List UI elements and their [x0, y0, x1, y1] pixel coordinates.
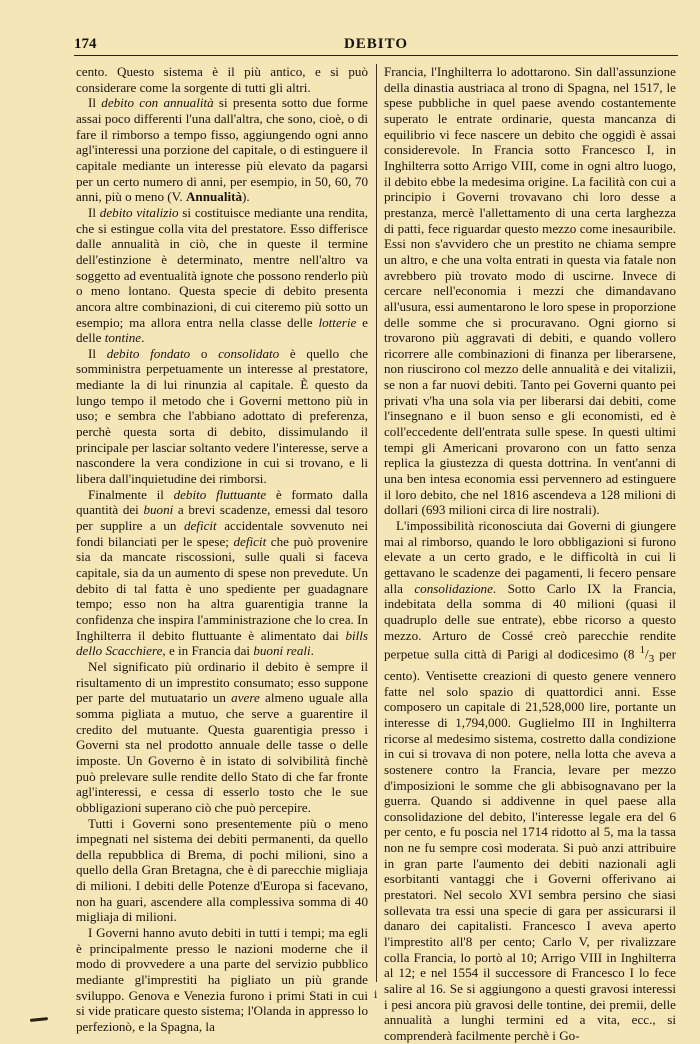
left-column-paragraph: Il debito vitalizio si costituisce mediante una rendita, che si estingue colla vita del prestatore. Esso differisce dalle annualità in ciò, che in queste il termine dell'estinzione è determinato, mentre nell'altro va soggetto ad eventualità ignote che possono renderlo più o meno lontano. Questa specie di debito presenta ancora altre combinazioni, di cui citeremo più sotto un esempio; ma allora entra nella classe delle lotterie e delle tontine.: [76, 204, 368, 346]
column-divider: [376, 64, 377, 982]
left-column-paragraph: cento. Questo sistema è il più antico, e si può considerare come la sorgente di tutti gli altri.: [76, 64, 368, 95]
left-column-paragraph: Il debito con annualità si presenta sotto due forme assai poco differenti l'una dall'altra, che sono, cioè, o di fare il rimborso a tempo fisso, aggiungendo ogni anno agl'interessi una porzione del capitale, o di estinguere il capitale mediante un interesse più elevato da pagarsi per un certo numero di anni, per esempio, in 50, 60, 70 anni, più o meno (V. Annualità).: [76, 95, 368, 205]
left-column-paragraph: Il debito fondato o consolidato è quello che somministra perpetuamente un interesse al prestatore, mediante la di lui rinunzia al capitale. È questo da lungo tempo il metodo che i Governi mettono più in uso; e sembra che l'abbiano adottato di preferenza, perchè questa sorta di debito, dissimulando il principale per lasciar soltanto vedere l'interesse, serve a nascondere la vera condizione in cui si trovano, e li libera dall'inquietudine dei rimborsi.: [76, 345, 369, 487]
running-head: DEBITO: [343, 36, 409, 52]
footer-mark: i: [374, 990, 378, 1001]
left-column-paragraph: Finalmente il debito fluttuante è formato dalla quantità dei buoni a brevi scadenze, emessi dal tesoro per supplire a un deficit accidentale sovvenuto nei fondi bilanciati per le spese; deficit che può provenire sia da mancate riscossioni, sulle quali si faceva capitale, sia da un aumento di spese non prevedute. Un debito di tal fatta è uno spediente per guadagnare tempo; esso non ha altra guarentigia tranne la confidenza che inspira l'amministrazione che lo crea. In Inghilterra il debito fluttuante è alimentato dai bills dello Scacchiere, e in Francia dai buoni reali.: [76, 486, 368, 659]
right-column: [384, 64, 676, 1043]
page-header: [74, 33, 678, 56]
left-column-paragraph: I Governi hanno avuto debiti in tutti i tempi; ma egli è principalmente presso le nazioni moderne che il modo di provvedere a una parte del servizio pubblico mediante gl'imprestiti ha pigliato un più grande sviluppo. Genova e Venezia furono i primi Stati in cui si vide praticare questo sistema; l'Olanda in appresso lo perfezionò, e la Spagna, la: [76, 925, 368, 1035]
right-column-paragraph: Francia, l'Inghilterra lo adottarono. Sin dall'assunzione della dinastia austriaca al trono di Spagna, nel 1517, le spese pubbliche in quel paese avendo costantemente superato le entrate ordinarie, questa mancanza di equilibrio vi fece nascere un debito che oggidì è assai considerevole. In Francia sotto Francesco I, in Inghilterra sotto Arrigo VIII, come in ogni altro luogo, il debito ebbe la medesima origine. La facilità con cui a principio i Governi trovavano chi loro desse a prestanza, mercè l'allettamento di una certa larghezza di patti, fece riguardar questo mezzo come inesauribile. Essi non s'avvidero che un prestito ne chiama sempre un altro, e che una volta entrati in questa via fatale non avrebbero più trovato modo di uscirne. Invece di cercare nell'economia i mezzi che dimandavano all'usura, essi aumentarono le loro spese in proporzione delle somme che si procuravano. Ogni giorno si trovarono più aggravati di debiti, e quando vollero ricorrere alle combinazioni di finanza per liberarsene, non riuscirono col mezzo delle annualità e dei vitalizii, se non a far nuovi debiti. Tanto pei Governi quanto pei privati v'ha una sola via per liberarsi dai debiti, come l'insegnano e il buon senso e gli economisti, ed è coll'eccedente dell'entrata sulle spese. In questi ultimi tempi gli Americani provarono con un fatto senza replica la giustezza di questa dottrina. In vent'anni di una ben intesa economia essi pervennero ad estinguere il loro debito, che nel 1816 ascendeva a 128 milioni di dollari (693 milioni circa di lire nostrali).: [384, 64, 676, 518]
right-column-paragraph: L'impossibilità riconosciuta dai Governi di giungere mai al rimborso, quando le loro obbligazioni si furono elevate a un certo grado, e le difficoltà in cui li gettavano le scadenze dei pagamenti, li fecero pensare alla consolidazione. Sotto Carlo IX la Francia, indebitata della somma di 40 milioni (quasi il quadruplo delle sue entrate), ebbe ricorso a questo mezzo. Arturo de Cossé creò parecchie rendite perpetue sulla città di Parigi al dodicesimo (8 $^1/_3$ per cento). Ventisette creazioni di questo genere vennero fatte nel solo spazio di quattordici anni. Esse composero un capitale di 21,528,000 lire, portante un interesse di 1,794,000. Guglielmo III in Inghilterra ricorse al medesimo sistema, costretto dalla condizione in cui si trovava di non potere, nella lotta che aveva a sostenere contro la Francia, levare per mezzo d'imposizioni le somme che gli abbisognavano per la guerra. Quando si addivenne in quel paese alla consolidazione del debito, l'interesse legale era del 6 per cento, e fu poscia nel 1714 ridotto al 5, ma la tassa non ne fu sempre così moderata. Si può anzi attribuire in gran parte l'aumento dei debiti nazionali agli esorbitanti vantaggi che i Governi offerivano ai prestatori. Nel secolo XVI sembra persino che siasi sollevata tra essi una specie di gara per assicurarsi il danaro dei capitalisti. Francesco I aveva aperto l'imprestito all'8 per cento; Carlo V, per rivalizzare colla Francia, lo portò al 10; Arrigo VIII in Inghilterra al 12; e nel 1554 il successore di Francesco I lo fece salire al 16. Se si aggiungono a questi gravosi interessi i pesi ancora più gravosi delle tontine, dei premii, delle annualità a lunghi termini ed a vita, ecc., si comprenderà facilmente perchè i Go-: [384, 518, 676, 1043]
left-column: [76, 64, 369, 1035]
left-column-paragraph: Nel significato più ordinario il debito è sempre il risultamento di un imprestito consumato; esso suppone per parte del mutuatario un avere almeno uguale alla somma pigliata a mutuo, che serve a guarentire il credito del mutuante. Questa guarentigia presso i Governi sta nel prodotto annuale delle tasse o delle imposte. Un Governo è in istato di solvibilità finchè può prelevare sulle rendite dello Stato di che far fronte agl'interessi, e cessa di esserlo tosto che le sue obbligazioni superano ciò che può percepire.: [76, 658, 368, 815]
page-number: 174: [74, 36, 97, 52]
corner-ink-mark: [30, 1017, 48, 1022]
left-column-paragraph: Tutti i Governi sono presentemente più o meno impegnati nel sistema dei debiti permanenti, da quello della repubblica di Brema, di pochi milioni, sino a quello della Gran Bretagna, che è di parecchie migliaja di milioni. I debiti delle Potenze d'Europa si facevano, non ha guari, ascendere alla complessiva somma di 40 migliaja di milioni.: [76, 815, 368, 925]
